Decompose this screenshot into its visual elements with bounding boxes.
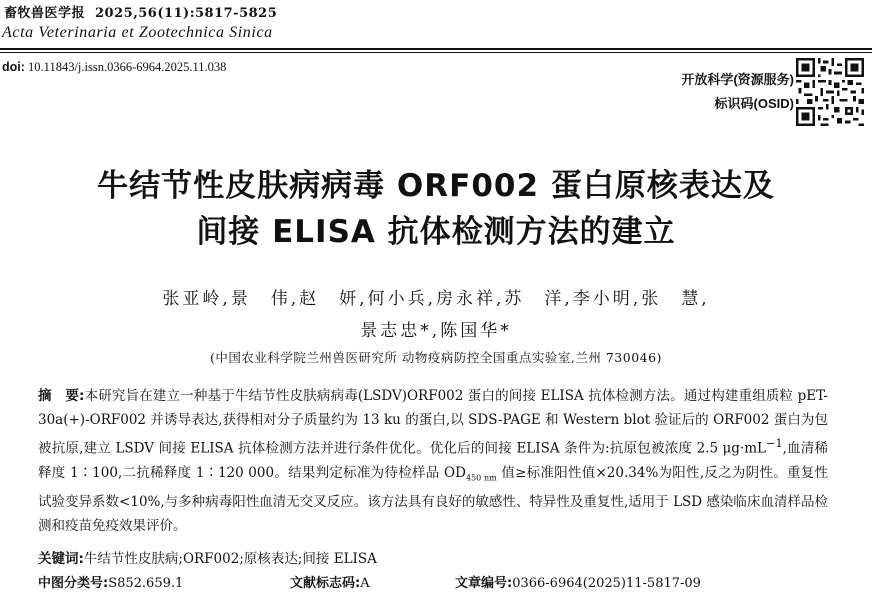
abstract-label: 摘 要:: [38, 388, 85, 404]
journal-issue: 2025,56(11):5817-5825: [95, 6, 278, 21]
abstract-text-1: 本研究旨在建立一种基于牛结节性皮肤病病毒(LSDV)ORF002 蛋白的间接 ELISA 抗体检测方法。通过构建重组质粒 pET-30a(+)-ORF002 并诱导表达,获得相对分子质量约为 13 ku 的蛋白,以 SDS-PAGE 和 Western blot 验证后的 ORF002 蛋白为包被抗原,建立 LSDV 间接 ELISA 抗体检测方法并进行条件优化。优化后的间接 ELISA 条件为:抗原包被浓度 2.5 μg·mL: [38, 388, 828, 457]
abstract: [38, 384, 828, 538]
osid-line-2: 标识码(OSID): [714, 96, 794, 111]
keywords-value: 牛结节性皮肤病;ORF002;原核表达;间接 ELISA: [83, 551, 377, 567]
authors-line-2: 景志忠*,陈国华*: [360, 321, 512, 341]
abstract-text-2: ,血清稀释度 1∶100,二抗稀释度 1∶120 000。结果判定标准为待检样品 OD: [38, 440, 828, 481]
header-divider: [0, 48, 872, 50]
abstract-sub: 450 nm: [465, 473, 497, 483]
article-number: [455, 572, 701, 591]
qr-code-icon[interactable]: [796, 58, 864, 126]
journal-header: [4, 2, 277, 21]
clc-label: 中图分类号:: [38, 576, 109, 591]
doi-line: [2, 60, 226, 75]
title-line-2: 间接 ELISA 抗体检测方法的建立: [196, 214, 676, 250]
affiliation: (中国农业科学院兰州兽医研究所 动物疫病防控全国重点实验室,兰州 730046): [210, 350, 662, 365]
keywords: [38, 547, 377, 567]
journal-name-cn: 畜牧兽医学报: [4, 6, 86, 21]
document-code-label: 文献标志码:: [290, 576, 361, 591]
abstract-sup: −1: [766, 437, 783, 450]
article-number-value: 0366-6964(2025)11-5817-09: [512, 576, 701, 591]
doi-label: doi:: [2, 60, 25, 74]
doi-value[interactable]: 10.11843/j.issn.0366-6964.2025.11.038: [28, 60, 227, 74]
header-divider-thin: [0, 52, 872, 53]
osid-line-1: 开放科学(资源服务): [681, 72, 794, 87]
clc-number: [38, 572, 183, 591]
journal-name-en: Acta Veterinaria et Zootechnica Sinica: [2, 24, 273, 41]
title-line-1: 牛结节性皮肤病病毒 ORF002 蛋白原核表达及: [97, 168, 775, 204]
authors-line-1: 张亚岭,景 伟,赵 妍,何小兵,房永祥,苏 洋,李小明,张 慧,: [162, 289, 710, 309]
document-code: [290, 572, 370, 591]
clc-value: S852.659.1: [108, 576, 184, 591]
article-number-label: 文章编号:: [455, 576, 513, 591]
abstract-text-3: 值≥标准阳性值×20.34%为阳性,反之为阴性。重复性试验变异系数<10%,与多种病毒阳性血清无交叉反应。该方法具有良好的敏感性、特异性及重复性,适用于 LSD 感染临床血清样品检测和疫苗免疫效果评价。: [38, 464, 828, 535]
osid-block: [681, 68, 794, 116]
document-code-value: A: [360, 576, 370, 591]
keywords-label: 关键词:: [38, 551, 84, 567]
